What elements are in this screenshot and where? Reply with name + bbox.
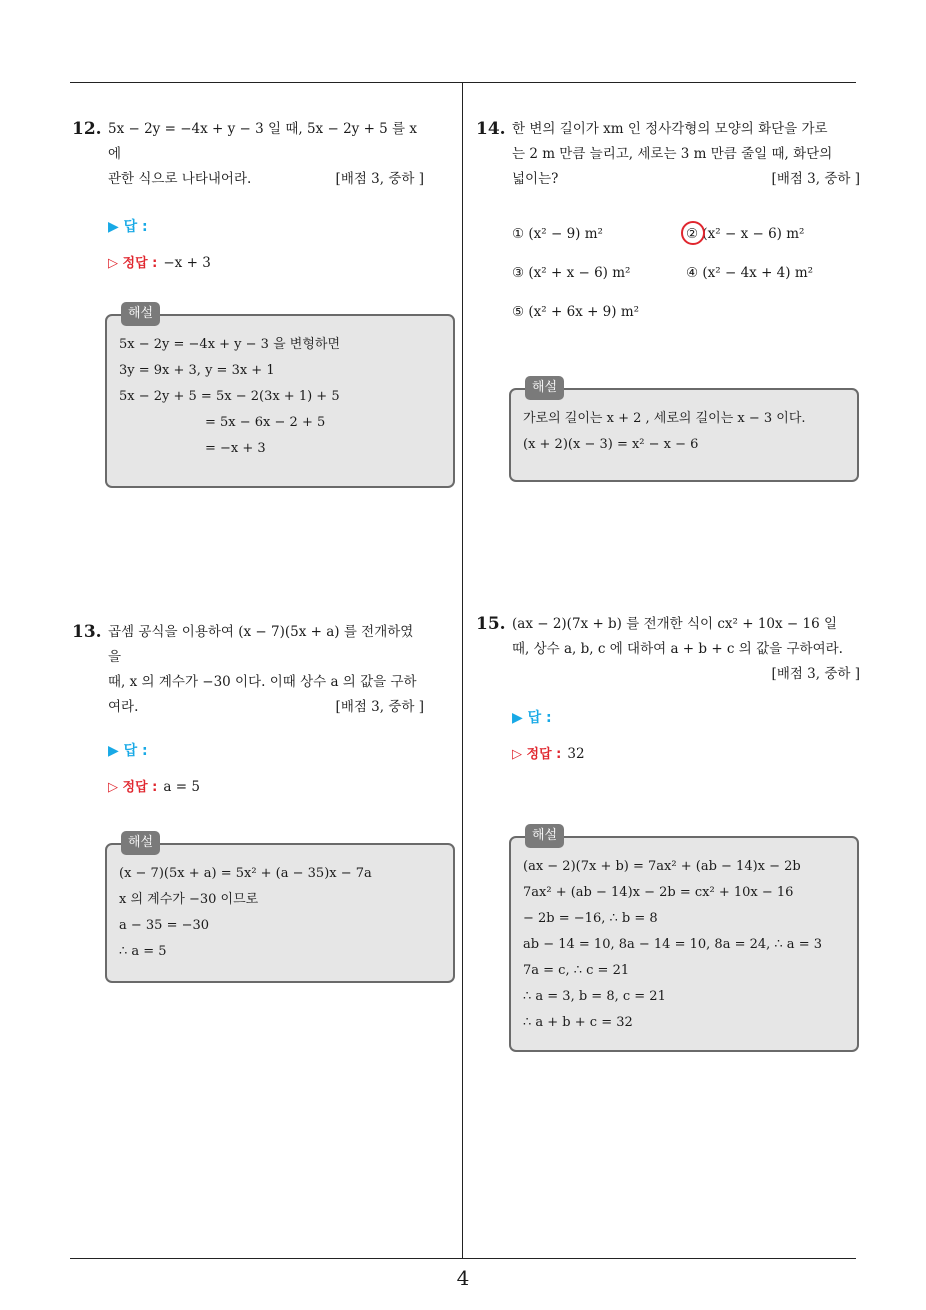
- problem-14: [476, 117, 860, 331]
- answer-label: ▶ 답 :: [108, 743, 148, 759]
- choice-5[interactable]: ⑤ (x² + 6x + 9) m²: [512, 303, 640, 320]
- explanation-line: 3y = 9x + 3, y = 3x + 1: [119, 363, 275, 378]
- choice-1[interactable]: ① (x² − 9) m²: [512, 225, 603, 242]
- explanation-line: 7a = c, ∴ c = 21: [523, 963, 630, 978]
- score-meta: [배점 3, 중하 ]: [771, 171, 860, 187]
- answer-field[interactable]: [476, 707, 860, 729]
- answer-field[interactable]: [72, 216, 424, 238]
- choice-2[interactable]: [686, 226, 860, 242]
- problem-12: [72, 117, 424, 274]
- correct-answer: [72, 776, 424, 798]
- correct-value: 32: [567, 746, 585, 762]
- problem-number: 13.: [72, 622, 102, 642]
- explanation-box-14: [509, 380, 859, 482]
- explanation-line: − 2b = −16, ∴ b = 8: [523, 911, 658, 926]
- explanation-line: ∴ a = 5: [119, 944, 167, 959]
- explanation-line: = −x + 3: [205, 441, 266, 456]
- choice-3[interactable]: ③ (x² + x − 6) m²: [512, 264, 631, 281]
- score-meta: [배점 3, 중하 ]: [335, 171, 424, 187]
- question-text-line: 곱셈 공식을 이용하여 (x − 7)(5x + a) 를 전개하였을: [108, 624, 414, 665]
- footer-rule: [70, 1258, 856, 1259]
- correct-label: ▷ 정답 :: [108, 780, 158, 795]
- problem-12-question: [72, 117, 424, 192]
- question-text-line: 는 2 m 만큼 늘리고, 세로는 3 m 만큼 줄일 때, 화단의: [512, 146, 833, 162]
- explanation-line: x 의 계수가 −30 이므로: [119, 892, 259, 907]
- problem-15: [476, 612, 860, 765]
- choice-list: [476, 214, 860, 331]
- explanation-box-13: [105, 835, 455, 983]
- score-meta: [배점 3, 중하 ]: [335, 699, 424, 715]
- problem-15-question: [476, 612, 860, 687]
- explanation-box-12: [105, 306, 455, 488]
- explanation-line: (x − 7)(5x + a) = 5x² + (a − 35)x − 7a: [119, 866, 372, 881]
- answer-label: ▶ 답 :: [512, 710, 552, 726]
- question-text-line: 여라.: [108, 699, 139, 715]
- problem-number: 12.: [72, 119, 102, 139]
- explanation-line: ab − 14 = 10, 8a − 14 = 10, 8a = 24, ∴ a = 3: [523, 937, 822, 952]
- correct-value: −x + 3: [163, 255, 211, 271]
- choice-2-label: ② (x² − x − 6) m²: [686, 225, 805, 242]
- correct-label: ▷ 정답 :: [512, 747, 562, 762]
- question-text-line: 넓이는?: [512, 171, 559, 187]
- problem-number: 14.: [476, 119, 506, 139]
- explanation-line: (ax − 2)(7x + b) = 7ax² + (ab − 14)x − 2b: [523, 859, 801, 874]
- explanation-tag: 해설: [121, 831, 160, 855]
- page-number: 4: [456, 1266, 470, 1290]
- answer-label: ▶ 답 :: [108, 219, 148, 235]
- explanation-line: 5x − 2y = −4x + y − 3 을 변형하면: [119, 337, 341, 352]
- problem-13: [72, 620, 424, 798]
- explanation-box-15: [509, 828, 859, 1052]
- explanation-line: a − 35 = −30: [119, 918, 210, 933]
- explanation-line: 7ax² + (ab − 14)x − 2b = cx² + 10x − 16: [523, 885, 794, 900]
- problem-number: 15.: [476, 614, 506, 634]
- header-rule: [70, 82, 856, 83]
- explanation-line: ∴ a = 3, b = 8, c = 21: [523, 989, 666, 1004]
- correct-answer: [72, 252, 424, 274]
- question-text-line: 한 변의 길이가 xm 인 정사각형의 모양의 화단을 가로: [512, 121, 828, 137]
- correct-label: ▷ 정답 :: [108, 256, 158, 271]
- explanation-tag: 해설: [525, 376, 564, 400]
- question-text-line: 5x − 2y = −4x + y − 3 일 때, 5x − 2y + 5 를 x 에: [108, 121, 418, 162]
- score-meta: [배점 3, 중하 ]: [771, 666, 860, 682]
- problem-13-question: [72, 620, 424, 720]
- selected-circle-mark: [681, 221, 705, 245]
- column-divider: [462, 83, 463, 1258]
- explanation-line: = 5x − 6x − 2 + 5: [205, 415, 326, 430]
- correct-answer: [476, 743, 860, 765]
- question-text-line: (ax − 2)(7x + b) 를 전개한 식이 cx² + 10x − 16 일: [512, 616, 838, 632]
- explanation-line: 5x − 2y + 5 = 5x − 2(3x + 1) + 5: [119, 389, 340, 404]
- problem-14-question: [476, 117, 860, 192]
- explanation-tag: 해설: [121, 302, 160, 326]
- explanation-tag: 해설: [525, 824, 564, 848]
- correct-value: a = 5: [163, 779, 200, 795]
- answer-field[interactable]: [72, 740, 424, 762]
- choice-4[interactable]: ④ (x² − 4x + 4) m²: [686, 264, 814, 281]
- explanation-line: ∴ a + b + c = 32: [523, 1015, 633, 1030]
- question-text-line: 관한 식으로 나타내어라.: [108, 171, 252, 187]
- question-text-line: 때, 상수 a, b, c 에 대하여 a + b + c 의 값을 구하여라.: [512, 641, 843, 657]
- explanation-line: 가로의 길이는 x + 2 , 세로의 길이는 x − 3 이다.: [523, 411, 806, 426]
- explanation-line: (x + 2)(x − 3) = x² − x − 6: [523, 437, 699, 452]
- question-text-line: 때, x 의 계수가 −30 이다. 이때 상수 a 의 값을 구하: [108, 674, 417, 690]
